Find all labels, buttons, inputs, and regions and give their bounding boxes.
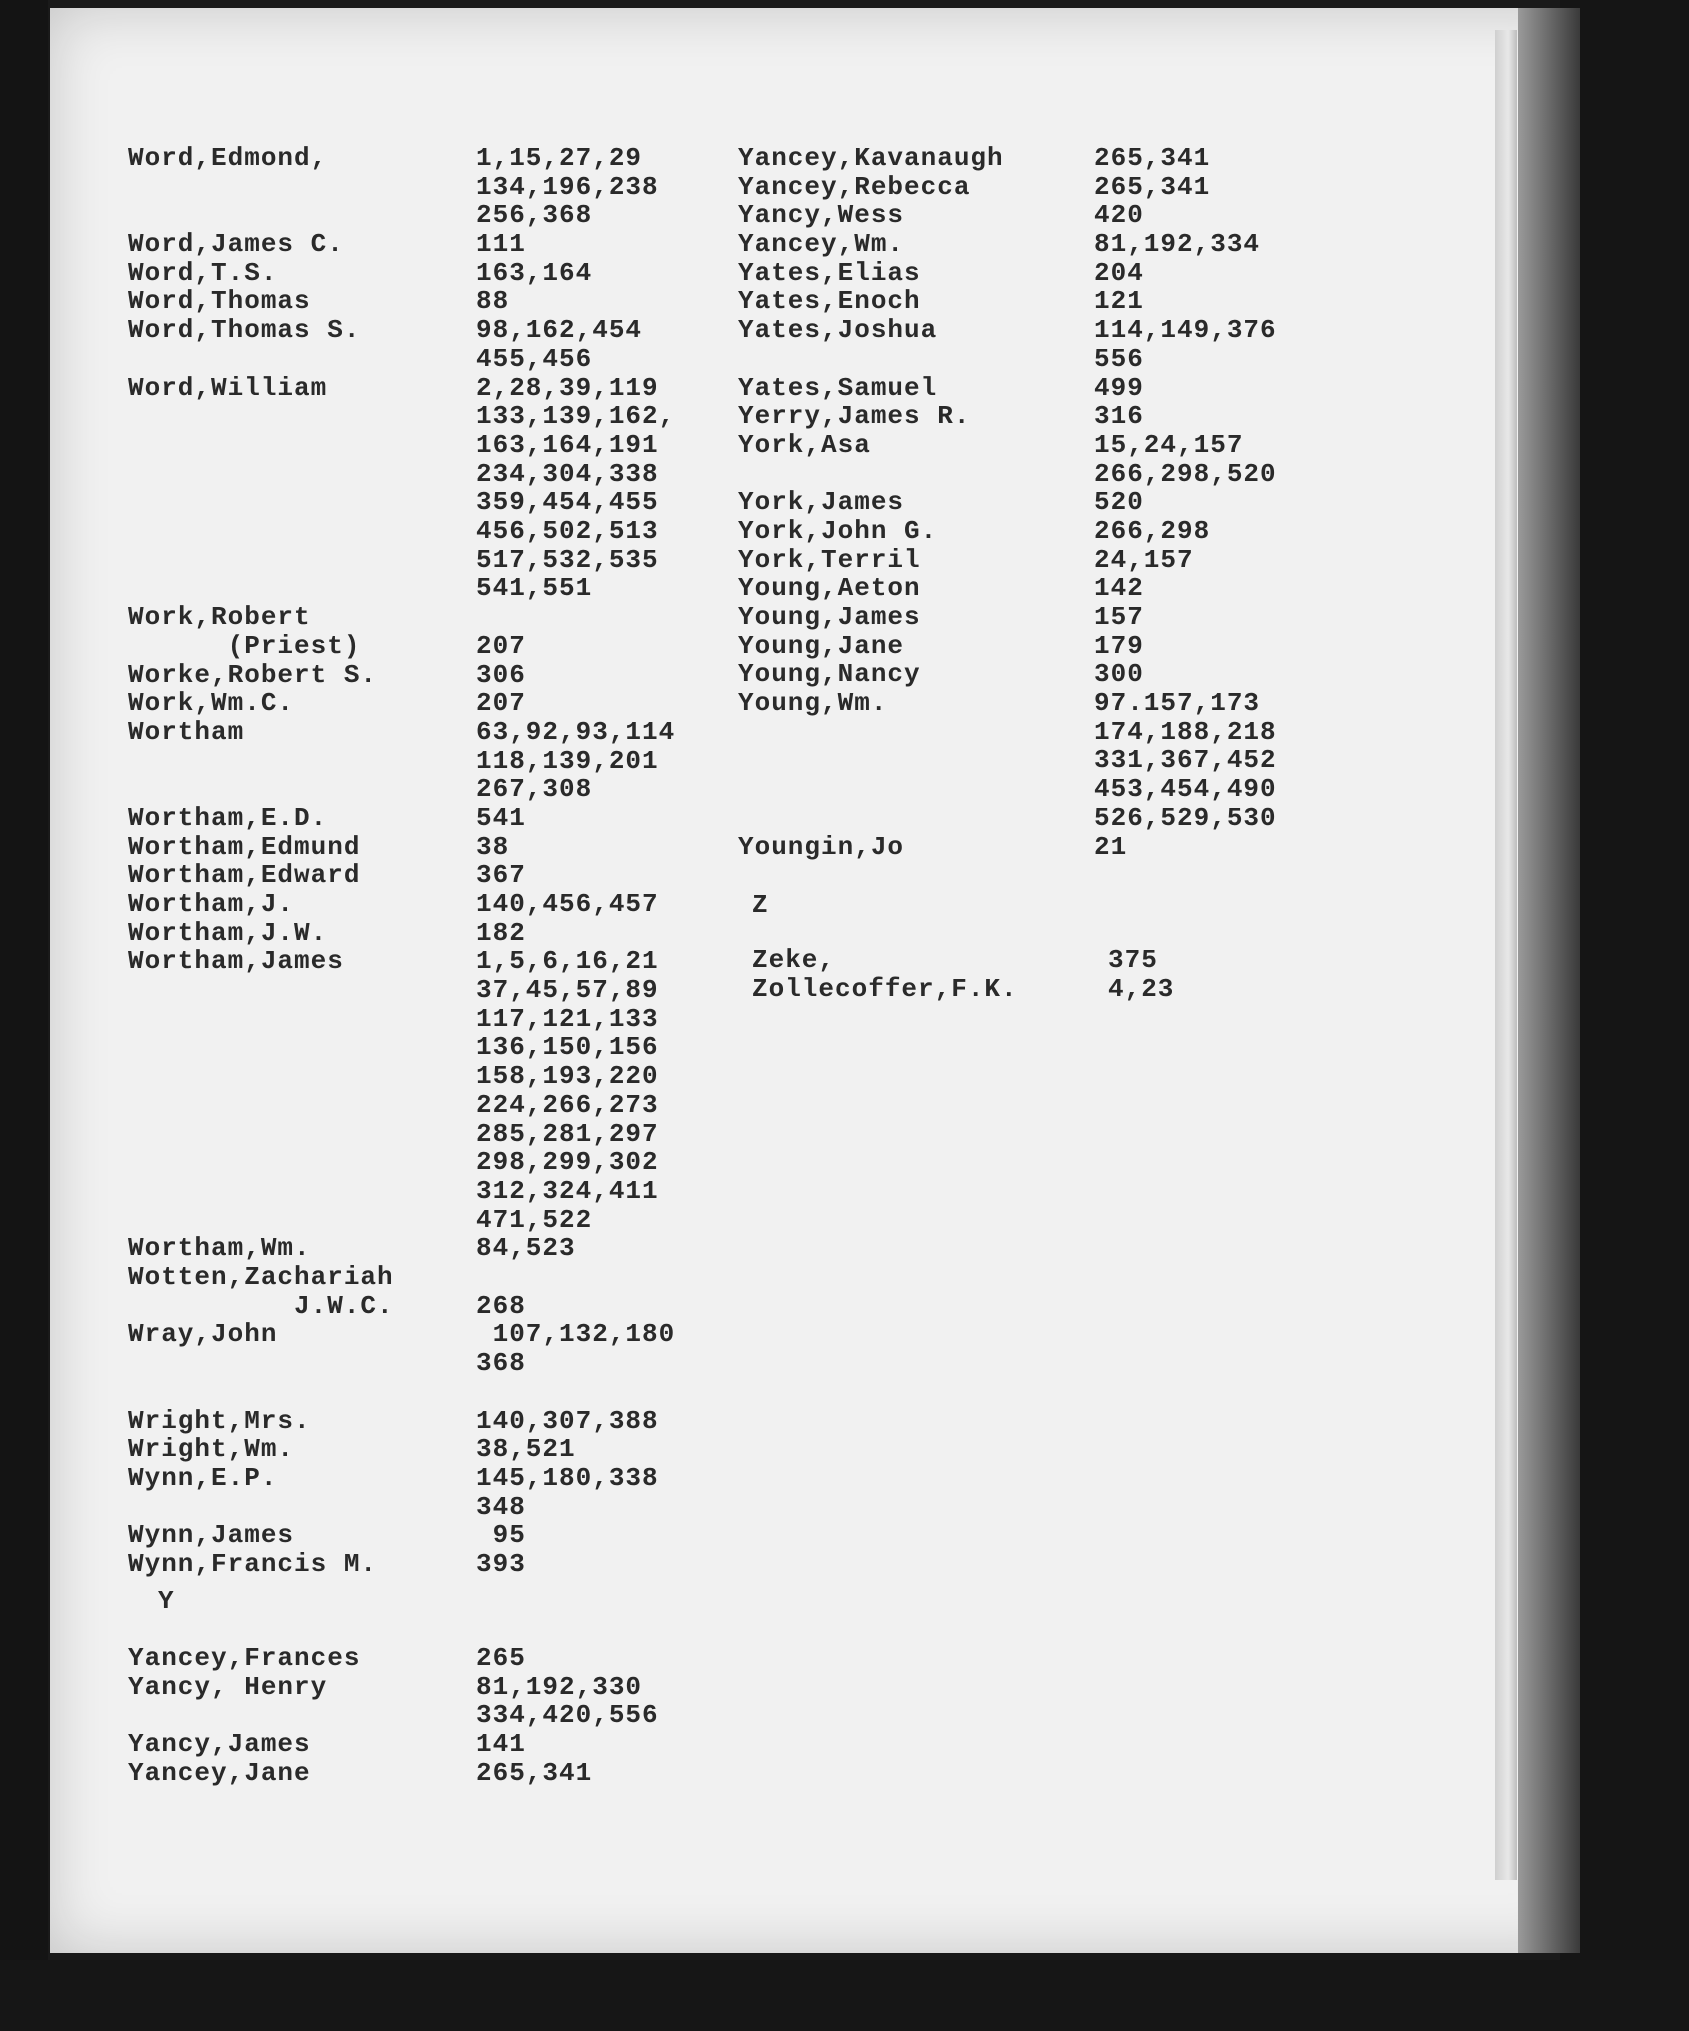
entry-name: Work,Robert (128, 602, 311, 633)
entry-pages (476, 1521, 526, 1550)
entry-pages (1094, 689, 1277, 832)
index-entry (738, 517, 1378, 546)
page-ref-line: 471,522 (476, 1204, 593, 1235)
entry-pages (1094, 287, 1144, 316)
page-ref-line: 140,456,457 (476, 889, 659, 920)
page-ref-line: 1,5,6,16,21 (476, 946, 659, 977)
page-ref-line: 234,304,338 (476, 458, 659, 489)
page-ref-line: 368 (476, 1348, 526, 1379)
index-entry (738, 173, 1378, 202)
entry-name: Yancy,James (128, 1729, 311, 1760)
index-entry (128, 689, 748, 718)
entry-name: Yancy, Henry (128, 1671, 328, 1702)
page-ref-line: 133,139,162, (476, 401, 676, 432)
entry-name: J.W.C. (128, 1290, 394, 1321)
entry-name: Yates,Joshua (738, 315, 938, 346)
scan-border-bottom (0, 1960, 1689, 2031)
entry-pages (1094, 833, 1127, 862)
entry-name: Yates,Elias (738, 257, 921, 288)
page-ref-line: 266,298,520 (1094, 458, 1277, 489)
entry-pages (476, 632, 526, 661)
index-entry (738, 402, 1378, 431)
entry-name: Young,Aeton (738, 573, 921, 604)
page-ref-line: 541 (476, 802, 526, 833)
entry-name: Worke,Robert S. (128, 659, 378, 690)
page-ref-line: 265,341 (1094, 171, 1211, 202)
entry-name: Wortham,J. (128, 889, 295, 920)
index-entry (738, 574, 1378, 603)
page-ref-line: 140,307,388 (476, 1405, 659, 1436)
index-entry (738, 201, 1378, 230)
page-ref-line: 207 (476, 630, 526, 661)
entry-pages (476, 1407, 659, 1436)
page-ref-line: 98,162,454 (476, 315, 643, 346)
page-ref-line: 24,157 (1094, 544, 1194, 575)
page-ref-line: 95 (476, 1520, 526, 1551)
page-ref-line: 21 (1094, 831, 1128, 862)
index-entry (738, 488, 1378, 517)
index-entry (128, 603, 748, 632)
entry-pages (1094, 546, 1194, 575)
index-entry (128, 804, 748, 833)
entry-pages (1108, 975, 1174, 1004)
index-entry (752, 975, 1392, 1004)
index-entry (128, 661, 748, 690)
entry-pages (476, 661, 526, 690)
entry-name: Zeke, (752, 945, 836, 975)
page-ref-line: 15,24,157 (1094, 429, 1244, 460)
entry-name: Yancey,Kavanaugh (738, 143, 1004, 173)
entry-name: Yancy,Wess (738, 200, 905, 231)
page-ref-line: 453,454,490 (1094, 774, 1277, 805)
index-entry (738, 689, 1378, 833)
index-entry (738, 632, 1378, 661)
entry-name: Wortham,Edmund (128, 831, 361, 862)
entry-pages (476, 1730, 526, 1759)
entry-pages (1094, 374, 1144, 403)
page-ref-line: 331,367,452 (1094, 745, 1277, 776)
page-ref-line: 224,266,273 (476, 1089, 659, 1120)
page-ref-line: 348 (476, 1491, 526, 1522)
y-section-heading: Y (158, 1586, 174, 1616)
entry-name: Work,Wm.C. (128, 688, 295, 719)
entry-name: Zollecoffer,F.K. (752, 973, 1018, 1004)
page-ref-line: 266,298 (1094, 515, 1211, 546)
entry-name: Youngin,Jo (738, 831, 905, 862)
page-ref-line: 114,149,376 (1094, 315, 1277, 346)
page-ref-line: 38,521 (476, 1434, 576, 1465)
entry-pages (1094, 201, 1144, 230)
entry-name: Wortham (128, 716, 245, 747)
page-ref-line: 179 (1094, 630, 1144, 661)
entry-pages (476, 287, 509, 316)
page-ref-line: 375 (1108, 945, 1158, 975)
entry-pages (476, 1435, 576, 1464)
page-ref-line: 517,532,535 (476, 544, 659, 575)
page-ref-line: 316 (1094, 401, 1144, 432)
entry-name: Wright,Mrs. (128, 1405, 311, 1436)
page-ref-line: 145,180,338 (476, 1462, 659, 1493)
entry-name: Wortham,Wm. (128, 1233, 311, 1264)
index-entry (128, 632, 748, 661)
entry-name: Word,Thomas (128, 286, 311, 317)
scan-border-left (0, 0, 48, 2031)
entry-pages (1094, 431, 1277, 488)
index-entry (128, 890, 748, 919)
index-entry (738, 546, 1378, 575)
index-entry (738, 259, 1378, 288)
entry-name: Young,Nancy (738, 659, 921, 690)
index-entry (128, 833, 748, 862)
entry-pages (476, 1759, 592, 1788)
index-entry (128, 1292, 748, 1321)
index-entry (738, 144, 1378, 173)
entry-name: York,Terril (738, 544, 921, 575)
page-ref-line: 455,456 (476, 343, 593, 374)
entry-pages (476, 1550, 526, 1579)
entry-pages (1094, 144, 1210, 173)
entry-pages (1094, 402, 1144, 431)
index-entry (128, 919, 748, 948)
index-entry (128, 1320, 748, 1377)
index-entry (128, 1435, 748, 1464)
entry-name: York,Asa (738, 429, 871, 460)
entry-pages (1094, 259, 1144, 288)
entry-name: Wortham,E.D. (128, 802, 328, 833)
page-ref-line: 118,139,201 (476, 745, 659, 776)
entry-pages (476, 374, 675, 604)
page-ref-line: 359,454,455 (476, 487, 659, 518)
index-entry (738, 603, 1378, 632)
entry-name: Word,Thomas S. (128, 315, 361, 346)
index-entry (128, 259, 748, 288)
index-entry (128, 1730, 748, 1759)
entry-pages (1094, 488, 1144, 517)
index-entry (128, 230, 748, 259)
index-entry (128, 1464, 748, 1521)
entry-pages (476, 1292, 526, 1321)
entry-name: Wortham,Edward (128, 860, 361, 891)
entry-pages (476, 833, 509, 862)
page-ref-line: 520 (1094, 487, 1144, 518)
page-ref-line: 63,92,93,114 (476, 716, 676, 747)
entry-pages (476, 1464, 659, 1521)
index-entry (128, 947, 748, 1234)
page-ref-line: 265,341 (1094, 143, 1211, 173)
index-entry (128, 1378, 748, 1407)
entry-name: Wright,Wm. (128, 1434, 295, 1465)
entry-pages (476, 316, 642, 373)
entry-name: Wynn,James (128, 1520, 295, 1551)
entry-pages (1094, 173, 1210, 202)
page-ref-line: 541,551 (476, 573, 593, 604)
page-ref-line: 134,196,238 (476, 171, 659, 202)
page-ref-line: 107,132,180 (476, 1319, 676, 1350)
entry-pages (476, 1320, 675, 1377)
entry-pages (1094, 574, 1144, 603)
page-ref-line: 312,324,411 (476, 1175, 659, 1206)
page-ref-line: 121 (1094, 286, 1144, 317)
entry-name: Yates,Enoch (738, 286, 921, 317)
index-entry (128, 1263, 748, 1292)
entry-name: Word,William (128, 372, 328, 403)
right-index-column-z (752, 946, 1392, 1003)
entry-pages (1094, 603, 1144, 632)
entry-pages (476, 1234, 576, 1263)
index-entry (128, 1644, 748, 1673)
page-ref-line: 265,341 (476, 1757, 593, 1788)
index-entry (128, 144, 748, 230)
page-ref-line: 556 (1094, 343, 1144, 374)
entry-pages (1094, 660, 1144, 689)
page-ref-line: 2,28,39,119 (476, 372, 659, 403)
entry-pages (476, 689, 526, 718)
entry-name: York,James (738, 487, 905, 518)
page-curl-edge (1495, 30, 1517, 1880)
index-entry (128, 1521, 748, 1550)
page-ref-line: 267,308 (476, 774, 593, 805)
page-ref-line: 367 (476, 860, 526, 891)
page-shadow (1518, 8, 1580, 1953)
entry-name: Yancey,Rebecca (738, 171, 971, 202)
page-ref-line: 204 (1094, 257, 1144, 288)
index-entry (128, 287, 748, 316)
left-index-column (128, 144, 748, 1579)
entry-pages (476, 919, 526, 948)
entry-pages (476, 1644, 526, 1673)
page-ref-line: 157 (1094, 602, 1144, 633)
page-ref-line: 158,193,220 (476, 1061, 659, 1092)
entry-pages (476, 890, 659, 919)
entry-pages (1094, 632, 1144, 661)
entry-name: Young,Jane (738, 630, 905, 661)
entry-name: Young,James (738, 602, 921, 633)
page-ref-line: 37,45,57,89 (476, 975, 659, 1006)
index-entry (738, 316, 1378, 373)
entry-name: Wray,John (128, 1319, 278, 1350)
index-entry (738, 431, 1378, 488)
page-ref-line: 88 (476, 286, 510, 317)
index-entry (128, 1673, 748, 1730)
index-entry (128, 374, 748, 604)
page-ref-line: 136,150,156 (476, 1032, 659, 1063)
page-ref-line: 81,192,330 (476, 1671, 643, 1702)
page-ref-line: 268 (476, 1290, 526, 1321)
page-ref-line: 456,502,513 (476, 515, 659, 546)
index-entry (128, 718, 748, 804)
entry-name: Word,James C. (128, 229, 344, 260)
page-ref-line: 300 (1094, 659, 1144, 690)
page-ref-line: 334,420,556 (476, 1700, 659, 1731)
entry-name: Yates,Samuel (738, 372, 938, 403)
page-ref-line: 117,121,133 (476, 1003, 659, 1034)
entry-name: Young,Wm. (738, 688, 888, 719)
page-ref-line: 265 (476, 1643, 526, 1673)
entry-pages (1094, 517, 1210, 546)
page-ref-line: 142 (1094, 573, 1144, 604)
entry-name: Wortham,J.W. (128, 917, 328, 948)
entry-name: Wortham,James (128, 946, 344, 977)
index-entry (128, 1759, 748, 1788)
page-ref-line: 526,529,530 (1094, 802, 1277, 833)
page-ref-line: 174,188,218 (1094, 716, 1277, 747)
z-section-heading: Z (752, 890, 768, 920)
entry-name: Word,T.S. (128, 257, 278, 288)
page-ref-line: 38 (476, 831, 510, 862)
entry-pages (476, 861, 526, 890)
page-ref-line: 499 (1094, 372, 1144, 403)
page-ref-line: 207 (476, 688, 526, 719)
page-ref-line: 393 (476, 1549, 526, 1580)
index-entry (128, 861, 748, 890)
entry-name: Yerry,James R. (738, 401, 971, 432)
page-ref-line: 84,523 (476, 1233, 576, 1264)
entry-pages (476, 1673, 659, 1730)
entry-pages (476, 259, 592, 288)
page-ref-line: 285,281,297 (476, 1118, 659, 1149)
page-ref-line: 4,23 (1108, 973, 1175, 1004)
page-ref-line: 97.157,173 (1094, 688, 1261, 719)
index-entry (738, 230, 1378, 259)
entry-pages (476, 718, 675, 804)
page-ref-line: 306 (476, 659, 526, 690)
entry-name: Wotten,Zachariah (128, 1262, 394, 1293)
entry-name: Wynn,E.P. (128, 1462, 278, 1493)
page-ref-line: 298,299,302 (476, 1147, 659, 1178)
index-entry (128, 1550, 748, 1579)
index-entry (752, 946, 1392, 975)
page-ref-line: 420 (1094, 200, 1144, 231)
entry-pages (476, 230, 526, 259)
entry-pages (476, 144, 659, 230)
page-ref-line: 1,15,27,29 (476, 143, 643, 173)
entry-name: Yancey,Wm. (738, 229, 905, 260)
index-entry (128, 316, 748, 373)
index-entry (738, 833, 1378, 862)
page-ref-line: 256,368 (476, 200, 593, 231)
index-entry (738, 374, 1378, 403)
index-entry (128, 1234, 748, 1263)
entry-pages (476, 804, 526, 833)
page-ref-line: 111 (476, 229, 526, 260)
right-index-column (738, 144, 1378, 861)
entry-pages (1094, 230, 1260, 259)
entry-pages (1094, 316, 1277, 373)
page-ref-line: 182 (476, 917, 526, 948)
page-ref-line: 141 (476, 1729, 526, 1760)
page-ref-line: 163,164,191 (476, 429, 659, 460)
left-index-column-y (128, 1644, 748, 1787)
page-ref-line: 81,192,334 (1094, 229, 1261, 260)
index-entry (128, 1407, 748, 1436)
entry-name: Yancey,Frances (128, 1643, 361, 1673)
entry-name: Yancey,Jane (128, 1757, 311, 1788)
index-entry (738, 660, 1378, 689)
index-entry (738, 287, 1378, 316)
page-ref-line: 163,164 (476, 257, 593, 288)
entry-name: (Priest) (128, 630, 361, 661)
entry-name: York,John G. (738, 515, 938, 546)
entry-pages (476, 947, 659, 1234)
entry-pages (1108, 946, 1158, 975)
entry-name: Wynn,Francis M. (128, 1549, 378, 1580)
entry-name: Word,Edmond, (128, 143, 328, 173)
